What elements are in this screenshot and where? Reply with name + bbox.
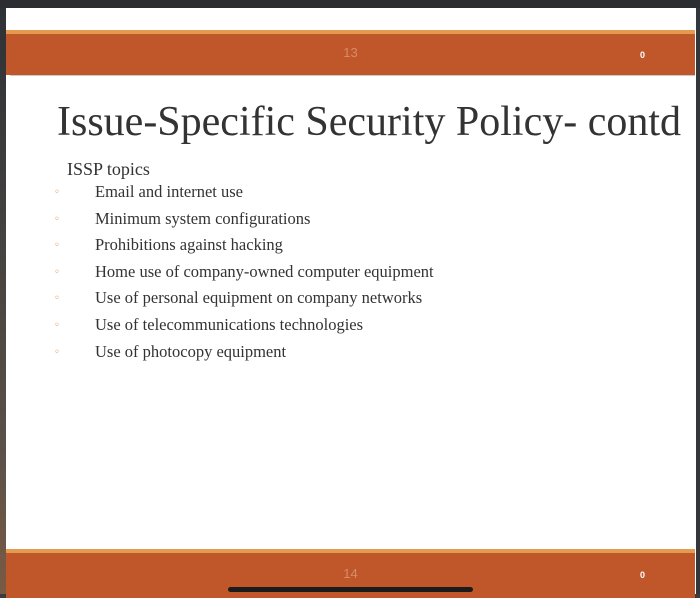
bullet-icon: ◦ <box>54 240 60 252</box>
list-item-text: Minimum system configurations <box>95 208 311 228</box>
slide-subtitle: ISSP topics <box>67 159 150 179</box>
list-item-text: Prohibitions against hacking <box>95 235 283 255</box>
slide-title: Issue-Specific Security Policy- contd <box>57 99 682 145</box>
bullet-icon: ◦ <box>54 187 60 198</box>
list-item-text: Email and internet use <box>95 182 243 201</box>
slide-top-footer-band <box>6 30 695 75</box>
bullet-icon: ◦ <box>54 213 60 225</box>
bullet-icon: ◦ <box>54 346 60 358</box>
slide-divider <box>10 75 695 76</box>
bullet-icon: ◦ <box>54 319 60 331</box>
window-frame-top <box>0 0 700 8</box>
bullet-icon: ◦ <box>54 266 60 278</box>
list-item-text: Home use of company-owned computer equipment <box>95 261 434 281</box>
page-number: 14 <box>343 566 358 581</box>
footer-mark: 0 <box>639 570 645 580</box>
list-item-text: Use of personal equipment on company networks <box>95 288 423 308</box>
background-edge-right <box>696 8 700 594</box>
bullet-icon: ◦ <box>54 293 60 305</box>
list-item-text: Use of photocopy equipment <box>95 341 287 361</box>
list-item-text: Use of telecommunications technologies <box>95 314 364 334</box>
page-number: 13 <box>343 45 358 60</box>
home-indicator[interactable] <box>228 587 473 592</box>
footer-mark: 0 <box>639 50 645 60</box>
